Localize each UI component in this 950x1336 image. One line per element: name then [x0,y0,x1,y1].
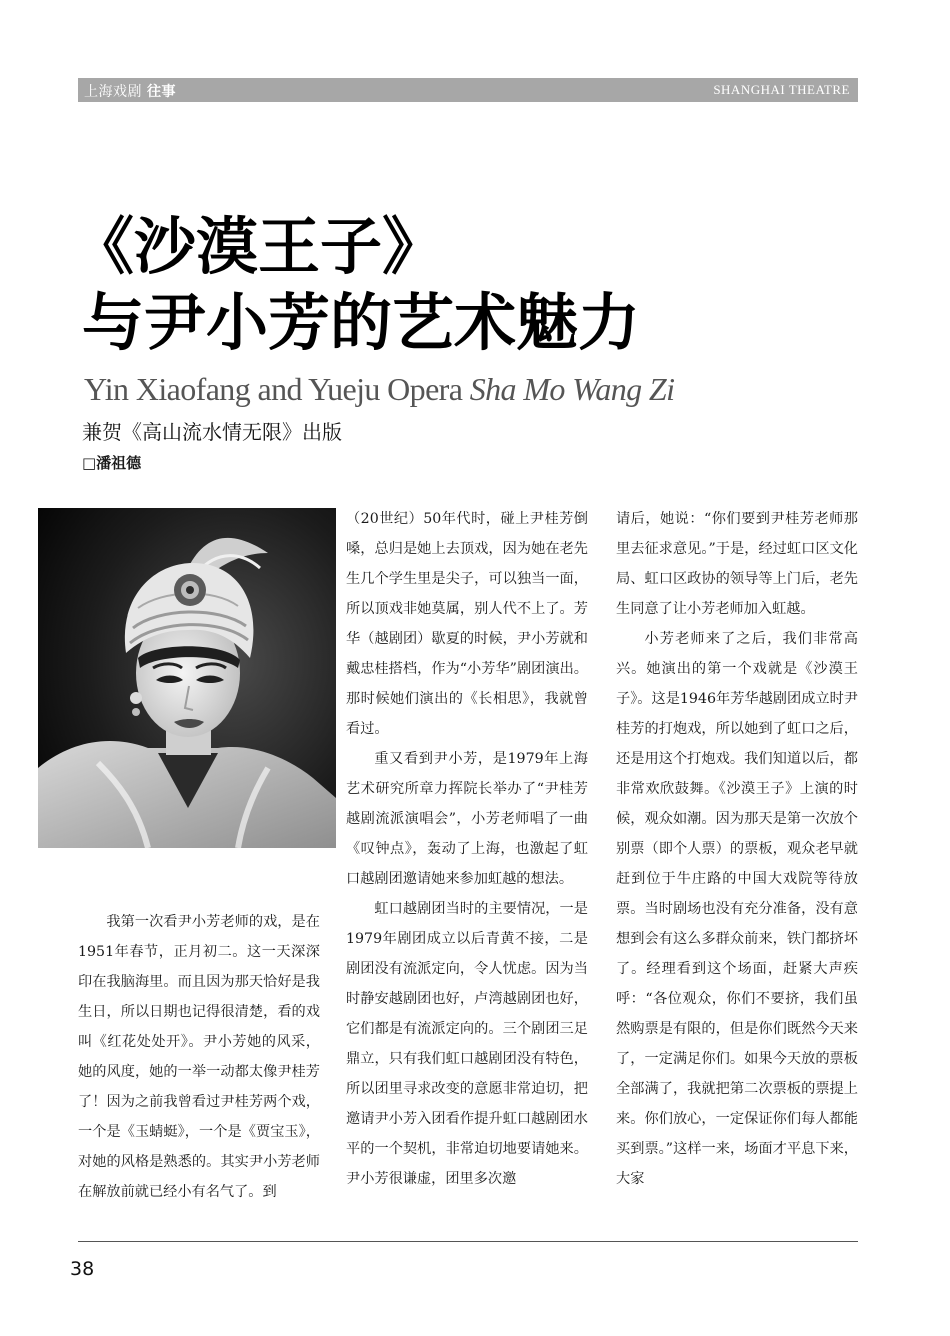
header-section [84,81,176,101]
paragraph: 我第一次看尹小芳老师的戏，是在1951年春节，正月初二。这一天深深印在我脑海里。而且因为那天恰好是我生日，所以日期也记得很清楚，看的戏叫《红花处处开》。尹小芳她的风采，她的风度，她的一举一动都太像尹桂芳了！因为之前我曾看过尹桂芳两个戏，一个是《玉蜻蜓》，一个是《贾宝玉》，对她的风格是熟悉的。其实尹小芳老师在解放前就已经小有名气了。到 [78,914,320,1200]
english-title-italic: Sha Mo Wang Zi [469,371,675,407]
paragraph: 请后，她说：“你们要到尹桂芳老师那里去征求意见。”于是，经过虹口区文化局、虹口区政协的领导等上门后，老先生同意了让小芳老师加入虹越。 [616,511,858,617]
english-title-prefix: Yin Xiaofang and Yueju Opera [84,371,470,407]
paragraph: （20世纪）50年代时，碰上尹桂芳倒嗓，总归是她上去顶戏，因为她在老先生几个学生里是尖子，可以独当一面，所以顶戏非她莫属，别人代不上了。芳华（越剧团）歇夏的时候，尹小芳就和戴忠桂搭档，作为“小芳华”剧团演出。那时候她们演出的《长相思》，我就曾看过。 [346,511,588,737]
paragraph: 小芳老师来了之后，我们非常高兴。她演出的第一个戏就是《沙漠王子》。这是1946年芳华越剧团成立时尹桂芳的打炮戏，所以她到了虹口之后，还是用这个打炮戏。我们知道以后，都非常欢欣鼓舞。《沙漠王子》上演的时候，观众如潮。因为那天是第一次放个别票（即个人票）的票板，观众老早就赶到位于牛庄路的中国大戏院等待放票。当时剧场也没有充分准备，没有意想到会有这么多群众前来，铁门都挤坏了。经理看到这个场面，赶紧大声疾呼：“各位观众，你们不要挤，我们虽然购票是有限的，但是你们既然今天来了，一定满足你们。如果今天放的票板全部满了，我就把第二次票板的票提上来。你们放心，一定保证你们每人都能买到票。”这样一来，场面才平息下来，大家 [616,631,858,1187]
article-title-line-2: 与尹小芳的艺术魅力 [82,286,641,359]
text-column-1 [78,907,320,1207]
paragraph: 虹口越剧团当时的主要情况，一是1979年剧团成立以后青黄不接，二是剧团没有流派定向，令人忧虑。因为当时静安越剧团也好，卢湾越剧团也好，它们都是有流派定向的。三个剧团三足鼎立，只有我们虹口越剧团没有特色，所以团里寻求改变的意愿非常迫切，把邀请尹小芳入团看作提升虹口越剧团水平的一个契机，非常迫切地要请她来。尹小芳很谦虚，团里多次邀 [346,901,588,1187]
section-label-bold: 往事 [146,84,176,100]
english-title [84,371,674,408]
footer-divider [78,1241,858,1242]
text-column-2 [346,504,588,1194]
running-header [78,78,858,102]
section-label: 上海戏剧 [84,84,142,100]
article-title-line-1: 《沙漠王子》 [72,210,445,283]
magazine-name: SHANGHAI THEATRE [713,82,850,97]
performer-photo [38,508,336,848]
page-number: 38 [70,1258,95,1280]
author-byline: □潘祖德 [82,454,142,472]
paragraph: 重又看到尹小芳，是1979年上海艺术研究所章力挥院长举办了“尹桂芳越剧流派演唱会”，小芳老师唱了一曲《叹钟点》，轰动了上海，也激起了虹口越剧团邀请她来参加虹越的想法。 [346,751,588,887]
text-column-3 [616,504,858,1194]
article-subtitle: 兼贺《高山流水情无限》出版 [82,420,342,444]
